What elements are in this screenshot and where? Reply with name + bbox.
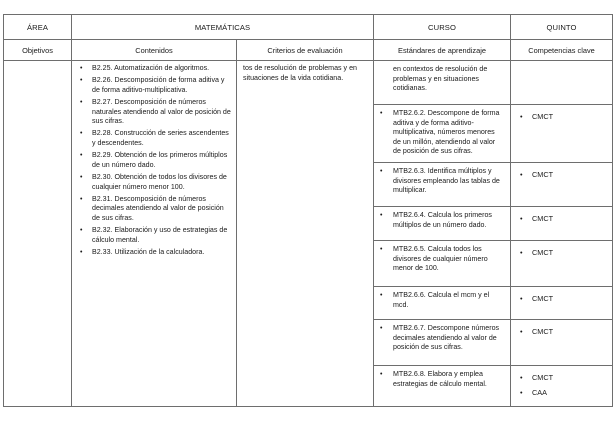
standard-cell xyxy=(374,163,511,207)
competences-cell xyxy=(511,366,613,407)
standard-text: • MTB2.6.8. Elabora y emplea estrategias de cálculo mental. xyxy=(380,370,504,389)
standard-cell xyxy=(374,366,511,407)
standards-header: Estándares de aprendizaje xyxy=(374,40,511,61)
standard-text: • MTB2.6.5. Calcula todos los divisores de cualquier número menor de 100. xyxy=(380,245,504,274)
criteria-cell xyxy=(237,61,374,407)
content-item: • B2.32. Elaboración y uso de estrategias de cálculo mental. xyxy=(80,226,232,245)
criteria-header: Criterios de evaluación xyxy=(237,40,374,61)
competences-list xyxy=(511,105,612,129)
competences-cell xyxy=(511,241,613,287)
content-item: • B2.29. Obtención de los primeros múltiplos de un número dado. xyxy=(80,151,232,170)
standard-text: • MTB2.6.3. Identifica múltiplos y divisores empleando las tablas de multiplicar. xyxy=(380,167,504,196)
competences-header: Competencias clave xyxy=(511,40,613,61)
content-item: • B2.28. Construcción de series ascendentes y descendentes. xyxy=(80,129,232,148)
competences-list xyxy=(511,366,612,406)
competences-cell xyxy=(511,287,613,320)
content-item: • B2.25. Automatización de algoritmos. xyxy=(80,64,232,74)
curriculum-table xyxy=(3,14,613,407)
objectives-header: Objetivos xyxy=(4,40,72,61)
competence-item: • CMCT xyxy=(520,373,608,382)
competences-cell xyxy=(511,163,613,207)
contents-cell xyxy=(72,61,237,407)
competences-list xyxy=(511,163,612,187)
standard-text: • MTB2.6.6. Calcula el mcm y el mcd. xyxy=(380,291,504,310)
standard-cell xyxy=(374,105,511,163)
content-item: • B2.27. Descomposición de números naturales atendiendo al valor de posición de sus cifras. xyxy=(80,98,232,127)
standard-text: • MTB2.6.7. Descompone números decimales atendiendo al valor de posición de sus cifras. xyxy=(380,324,504,353)
course-label: CURSO xyxy=(374,15,511,40)
competence-item: • CMCT xyxy=(520,214,608,223)
competences-cell xyxy=(511,61,613,105)
standard-text: • MTB2.6.2. Descompone de forma aditiva y de forma aditivo-multiplicativa, números menores de un millón, atendiendo al valor de posición de sus cifras. xyxy=(380,109,504,157)
standard-text: • MTB2.6.4. Calcula los primeros múltiplos de un número dado. xyxy=(380,211,504,230)
content-item: • B2.31. Descomposición de números decimales atendiendo al valor de posición de sus cifras. xyxy=(80,195,232,224)
area-header: ÁREA xyxy=(4,15,72,40)
criteria-text: tos de resolución de problemas y en situaciones de la vida cotidiana. xyxy=(243,64,357,82)
standard-cell xyxy=(374,207,511,241)
subheader-row xyxy=(4,40,613,61)
competences-cell xyxy=(511,105,613,163)
standard-text: en contextos de resolución de problemas y en situaciones cotidianas. xyxy=(393,65,488,93)
competences-list xyxy=(511,320,612,344)
contents-list xyxy=(72,61,236,262)
header-row xyxy=(4,15,613,40)
standard-cell xyxy=(374,241,511,287)
subject-header: MATEMÁTICAS xyxy=(72,15,374,40)
standard-cell xyxy=(374,61,511,105)
competences-list xyxy=(511,287,612,311)
competence-item: • CMCT xyxy=(520,112,608,121)
standard-cell xyxy=(374,287,511,320)
competences-cell xyxy=(511,320,613,366)
objectives-cell xyxy=(4,61,72,407)
competences-list xyxy=(511,241,612,265)
standard-cell xyxy=(374,320,511,366)
competences-list xyxy=(511,207,612,231)
standard-row xyxy=(4,61,613,105)
competence-item: • CMCT xyxy=(520,248,608,257)
content-item: • B2.33. Utilización de la calculadora. xyxy=(80,248,232,258)
course-value: QUINTO xyxy=(511,15,613,40)
competence-item: • CMCT xyxy=(520,170,608,179)
content-item: • B2.30. Obtención de todos los divisores de cualquier número menor 100. xyxy=(80,173,232,192)
contents-header: Contenidos xyxy=(72,40,237,61)
competence-item: • CMCT xyxy=(520,294,608,303)
competence-item: • CAA xyxy=(520,388,608,397)
content-item: • B2.26. Descomposición de forma aditiva y de forma aditivo-multiplicativa. xyxy=(80,76,232,95)
competence-item: • CMCT xyxy=(520,327,608,336)
competences-cell xyxy=(511,207,613,241)
